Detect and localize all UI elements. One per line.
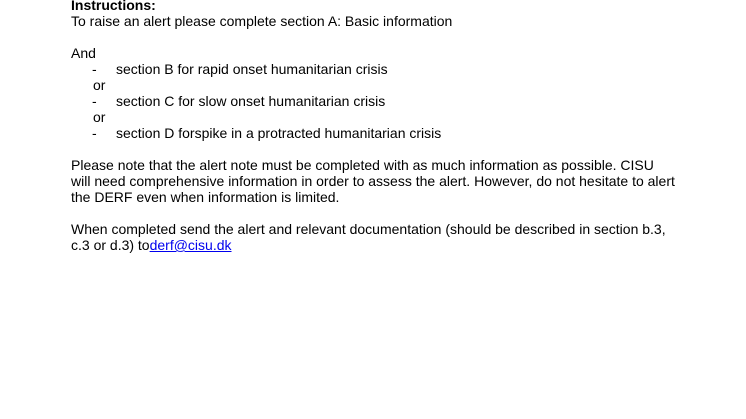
email-link[interactable]: derf@cisu.dk <box>149 237 232 253</box>
list-item-text: section B for rapid onset humanitarian crisis <box>116 61 388 77</box>
list-item-text: section C for slow onset humanitarian crisis <box>116 93 386 109</box>
instructions-heading: Instructions: <box>71 0 156 13</box>
spacer <box>71 141 681 157</box>
note-paragraph: Please note that the alert note must be completed with as much information as possible. CISU will need comprehensive information in order to assess the alert. However, do not hesitate to alert the DERF even when information is limited. <box>71 157 675 205</box>
intro-text: To raise an alert please complete section A: Basic information <box>71 13 453 29</box>
or-label: or <box>93 109 106 125</box>
instructions-section <box>71 0 681 253</box>
send-paragraph <box>71 221 676 253</box>
dash-bullet: - <box>92 125 97 141</box>
dash-bullet: - <box>92 93 97 109</box>
and-label: And <box>71 45 96 61</box>
list-item-section-d <box>71 125 681 141</box>
list-item-section-c <box>71 93 681 109</box>
spacer <box>71 29 681 45</box>
spacer <box>71 205 681 221</box>
list-item-section-b <box>71 61 681 77</box>
list-item-text: section D forspike in a protracted humanitarian crisis <box>116 125 442 141</box>
or-label: or <box>93 77 106 93</box>
dash-bullet: - <box>92 61 97 77</box>
send-paragraph-text: When completed send the alert and relevant documentation (should be described in section b.3, c.3 or d.3) to <box>71 221 666 253</box>
